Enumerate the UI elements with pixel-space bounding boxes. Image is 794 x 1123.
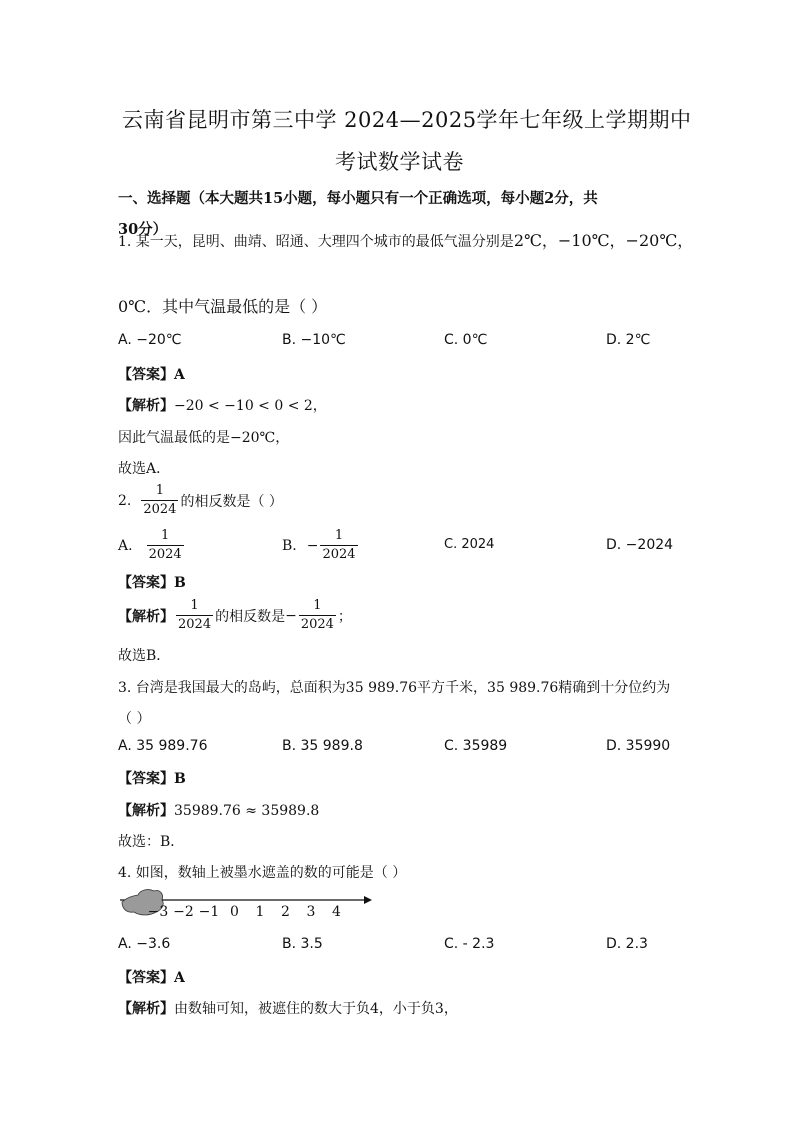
axis-tick-label: −3 [147, 904, 169, 920]
q1-option-b: B. −10℃ [282, 332, 346, 348]
axis-tick-label: −1 [198, 904, 220, 920]
q2-conclusion: 故选B． [118, 648, 171, 664]
q1-stem-line2: 0℃．其中气温最低的是（ ） [118, 297, 328, 316]
q4-option-a: A. −3.6 [118, 936, 171, 952]
q2-fraction: $\frac{1}{2024}$ [143, 483, 177, 517]
q4-option-c: C. - 2.3 [444, 936, 495, 952]
q1-analysis-line2: 因此气温最低的是−20℃， [118, 430, 290, 446]
q3-stem: 3. 台湾是我国最大的岛屿，总面积为35 989.76平方千米，35 989.76精确到十分位约为 [118, 680, 671, 696]
q1-option-d: D. 2℃ [606, 332, 651, 348]
q1-option-a: A. −20℃ [118, 332, 182, 348]
q1-stem: 1. 某一天，昆明、曲靖、昭通、大理四个城市的最低气温分别是2℃，−10℃，−20℃， [118, 231, 694, 250]
q4-analysis: 【解析】由数轴可知，被遮住的数大于负4，小于负3， [118, 1001, 458, 1017]
q2-option-c: C. 2024 [444, 537, 495, 552]
q1-temps: 2℃，−10℃，−20℃， [513, 231, 694, 250]
section-heading-line2: 30分） [118, 221, 168, 238]
section-heading: 一、选择题（本大题共15小题，每小题只有一个正确选项，每小题2分，共 [118, 190, 598, 207]
axis-tick-label: −2 [173, 904, 194, 920]
q2-option-a: A. $\frac{1}{2024}$ [118, 528, 182, 562]
page-title-line2: 考试数学试卷 [335, 150, 464, 174]
q2-stem: 2. $\frac{1}{2024}$ 的相反数是（ ） [118, 483, 283, 517]
q3-conclusion: 故选：B． [118, 834, 185, 850]
axis-tick-label: 3 [306, 904, 316, 920]
axis-tick-label: 4 [332, 904, 341, 920]
q1-option-c: C. 0℃ [444, 332, 488, 348]
q4-stem: 4. 如图，数轴上被墨水遮盖的数的可能是（ ） [118, 865, 407, 881]
axis-tick-label: 1 [255, 904, 265, 920]
q2-option-b: B. − $\frac{1}{2024}$ [282, 528, 356, 562]
q2-option-d: D. −2024 [606, 537, 674, 553]
axis-tick-label: 2 [281, 904, 290, 920]
q3-option-b: B. 35 989.8 [282, 738, 363, 754]
q3-option-d: D. 35990 [606, 738, 671, 754]
q3-stem-line2: （ ） [118, 711, 151, 727]
q2-answer: 【答案】B [118, 575, 186, 591]
axis-tick-label: 0 [230, 904, 239, 920]
number-line-figure [118, 886, 374, 922]
q3-answer: 【答案】B [118, 771, 186, 787]
arrow-right-icon [364, 896, 372, 904]
q1-answer: 【答案】A [118, 367, 185, 383]
q3-option-c: C. 35989 [444, 738, 508, 754]
q3-analysis: 【解析】35989.76 ≈ 35989.8 [118, 803, 320, 819]
q4-option-d: D. 2.3 [606, 936, 648, 952]
q3-option-a: A. 35 989.76 [118, 738, 208, 754]
page-title: 云南省昆明市第三中学 2024—2025学年七年级上学期期中 [122, 108, 692, 132]
q1-conclusion: 故选A． [118, 461, 171, 477]
q1-analysis: 【解析】−20 < −10 < 0 < 2， [118, 398, 327, 414]
q4-option-b: B. 3.5 [282, 936, 323, 952]
q4-answer: 【答案】A [118, 970, 185, 986]
q2-analysis: 【解析】 $\frac{1}{2024}$ 的相反数是 − $\frac{1}{2024}$ ； [118, 598, 352, 632]
